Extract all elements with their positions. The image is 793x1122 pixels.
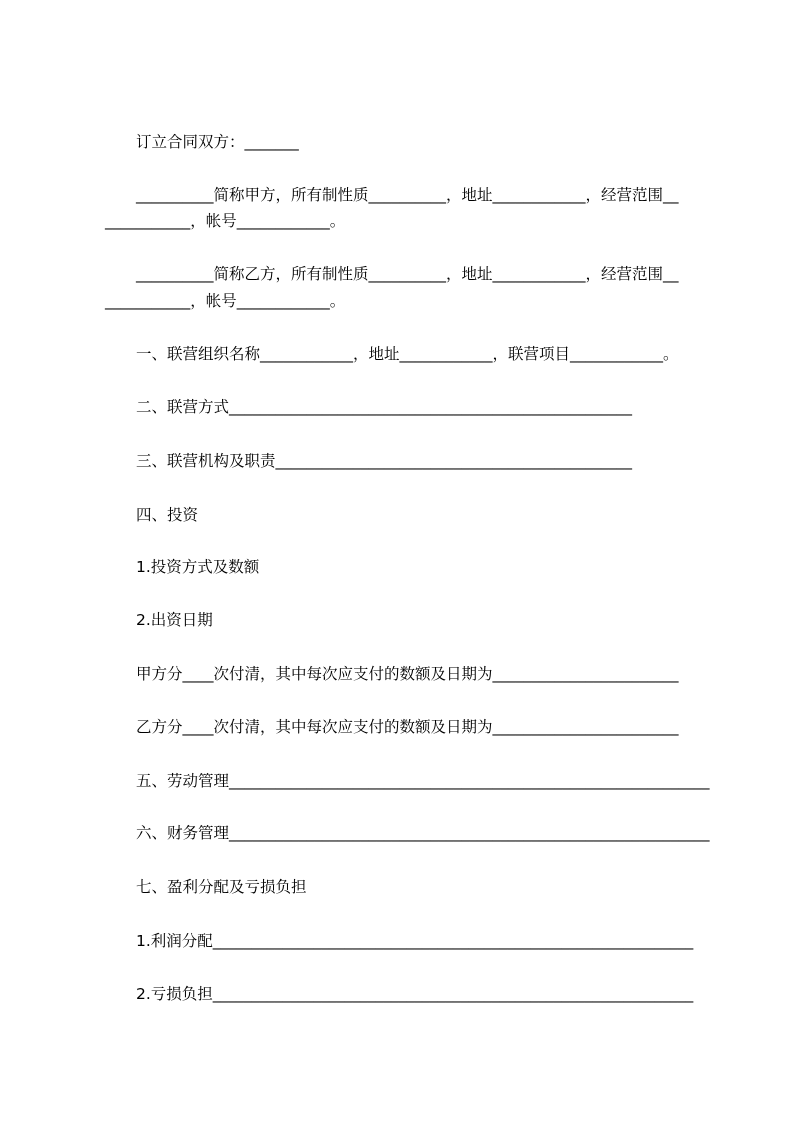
parties-heading: 订立合同双方：_______ bbox=[136, 133, 299, 151]
party-a-payment: 甲方分____次付清，其中每次应支付的数额及日期为________________________ bbox=[136, 665, 679, 683]
clause-6: 六、财务管理______________________________________________________________ bbox=[136, 824, 710, 842]
clause-7-1: 1.利润分配______________________________________________________________ bbox=[136, 932, 694, 950]
party-a-line-1: __________简称甲方，所有制性质__________，地址____________，经营范围__ bbox=[136, 186, 679, 204]
party-b-line-2: ___________，帐号____________。 bbox=[105, 292, 346, 310]
clause-1: 一、联营组织名称____________，地址____________，联营项目____________。 bbox=[136, 345, 679, 363]
clause-4-2: 2.出资日期 bbox=[136, 611, 213, 629]
party-b-line-1: __________简称乙方，所有制性质__________，地址____________，经营范围__ bbox=[136, 265, 679, 283]
clause-7: 七、盈利分配及亏损负担 bbox=[136, 878, 307, 896]
clause-3: 三、联营机构及职责______________________________________________ bbox=[136, 452, 633, 470]
clause-7-2: 2.亏损负担______________________________________________________________ bbox=[136, 985, 694, 1003]
party-b-payment: 乙方分____次付清，其中每次应支付的数额及日期为________________________ bbox=[136, 718, 679, 736]
party-a-line-2: ___________，帐号____________。 bbox=[105, 212, 346, 230]
clause-2: 二、联营方式____________________________________________________ bbox=[136, 398, 633, 416]
clause-4-1: 1.投资方式及数额 bbox=[136, 558, 260, 576]
clause-5: 五、劳动管理______________________________________________________________ bbox=[136, 772, 710, 790]
clause-4: 四、投资 bbox=[136, 506, 199, 524]
